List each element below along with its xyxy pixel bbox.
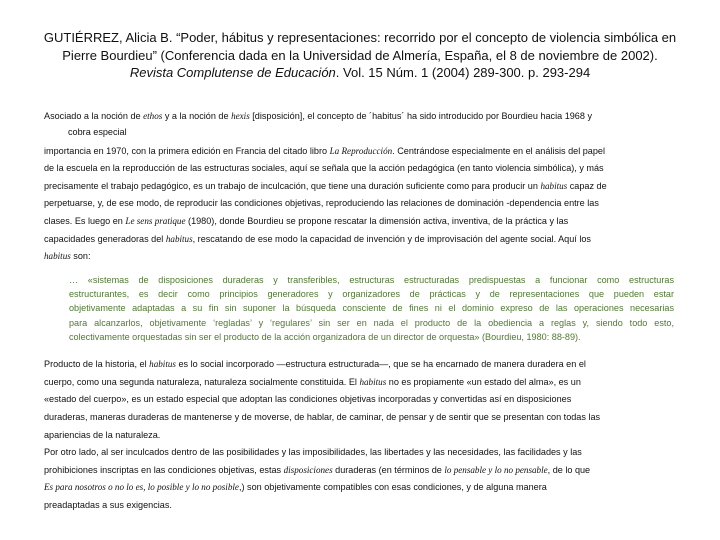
italic-phrase: Es para nosotros o no lo es, lo posible y lo no posible	[44, 482, 239, 493]
journal-title: Revista Complutense de Educación	[129, 65, 336, 80]
text-line: preadaptadas a sus exigencias.	[44, 499, 172, 510]
quote-line: estructurantes, es decir como principios generadores y organizadores de prácticas y de representaciones que pueden estar	[69, 289, 674, 300]
book-title-le-sens-pratique: Le sens pratique	[125, 215, 186, 226]
text-line: cuerpo, como una segunda naturaleza, naturaleza socialmente constituida. El habitus no es propiamente «un estado del alma», es un	[44, 376, 581, 387]
term-disposiciones: disposiciones	[283, 464, 333, 475]
citation-header	[40, 29, 680, 82]
document-body	[44, 108, 680, 515]
text-line: capacidades generadoras del habitus, rescatando de ese modo la capacidad de invención y de improvisación del agente social. Aquí los	[44, 233, 591, 244]
text-line: precisamente el trabajo pedagógico, es un trabajo de inculcación, que tiene una duración suficiente como para producir un habitus capaz de	[44, 180, 607, 191]
quote-line: para alcanzarlos, objetivamente ‘regladas’ y ‘regulares’ sin ser en nada el producto de la obediencia a reglas y, siendo todo esto,	[69, 317, 674, 328]
citation-volume: . Vol. 15 Núm. 1 (2004) 289-300. p. 293-294	[335, 65, 591, 80]
text-line: Asociado a la noción de ethos y a la noción de hexis [disposición], el concepto de ´habitus´ ha sido introducido por Bourdieu hacia 1968 y	[44, 111, 592, 121]
text-line: de la escuela en la reproducción de las estructuras sociales, aquí se señala que la acción pedagógica (en tanto violencia simbólica), y más	[44, 163, 604, 174]
term-ethos: ethos	[143, 111, 163, 121]
book-title-la-reproduccion: La Reproducción	[329, 145, 393, 156]
paragraph-inculcation	[44, 444, 680, 514]
text-line: importancia en 1970, con la primera edición en Francia del citado libro La Reproducción. Centrándose especialmente en el análisis del papel	[44, 145, 606, 156]
term-hexis: hexis	[231, 111, 250, 121]
block-quote	[69, 273, 674, 344]
text-line: Es para nosotros o no lo es, lo posible y lo no posible,) son objetivamente compatibles con esas condiciones, y de alguna manera	[44, 482, 547, 493]
term-habitus: habitus	[149, 359, 176, 370]
text-line: cobra especial	[68, 126, 127, 137]
citation-line-1: GUTIÉRREZ, Alicia B. “Poder, hábitus y representaciones: recorrido por el concepto de violencia simbólica en	[43, 30, 677, 45]
paragraph-intro	[44, 108, 680, 266]
quote-line: objetivamente adaptadas a su fin sin suponer la búsqueda consciente de fines ni el dominio expreso de las operaciones necesarias	[69, 303, 674, 314]
text-line: prohibiciones inscriptas en las condiciones objetivas, estas disposiciones duraderas (en términos de lo pensable y lo no pensable, de lo que	[44, 464, 591, 475]
quote-line: colectivamente orquestadas sin ser el producto de la acción organizadora de un director de orquesta» (Bourdieu, 1980: 88-89).	[69, 331, 581, 342]
term-habitus: habitus	[165, 233, 193, 244]
citation-line-3	[40, 64, 680, 82]
text-line: «estado del cuerpo», es un estado especial que adoptan las condiciones objetivas incorporadas y convertidas así en disposiciones	[44, 394, 572, 405]
quote-line: … «sistemas de disposiciones duraderas y transferibles, estructuras estructuradas predispuestas a funcionar como estructuras	[69, 274, 674, 285]
term-habitus: habitus	[44, 251, 71, 262]
term-habitus: habitus	[359, 376, 387, 387]
citation-line-2: Pierre Bourdieu” (Conferencia dada en la Universidad de Almería, España, el 8 de noviembre de 2002).	[62, 47, 658, 63]
text-line: Por otro lado, al ser inculcados dentro de las posibilidades y las imposibilidades, las libertades y las necesidades, las facilidades y las	[44, 447, 582, 458]
term-pensable: lo pensable y lo no pensable	[444, 464, 548, 475]
text-line: habitus son:	[44, 251, 91, 262]
text-line: Producto de la historia, el habitus es lo social incorporado —estructura estructurada—, que se ha encarnado de manera duradera en el	[44, 359, 586, 370]
term-habitus: habitus	[540, 180, 568, 191]
text-line: perpetuarse, y, de ese modo, de reproducir las condiciones objetivas, reproduciendo las relaciones de dominación -dependencia entre las	[44, 198, 599, 209]
text-line: duraderas, maneras duraderas de mantenerse y de moverse, de hablar, de caminar, de pensar y de sentir que se presentan con todas las	[44, 412, 601, 423]
paragraph-habitus-history	[44, 356, 680, 444]
text-line: clases. Es luego en Le sens pratique (1980), donde Bourdieu se propone rescatar la dimensión activa, inventiva, de la práctica y las	[44, 215, 569, 226]
text-line: apariencias de la naturaleza.	[44, 429, 161, 440]
